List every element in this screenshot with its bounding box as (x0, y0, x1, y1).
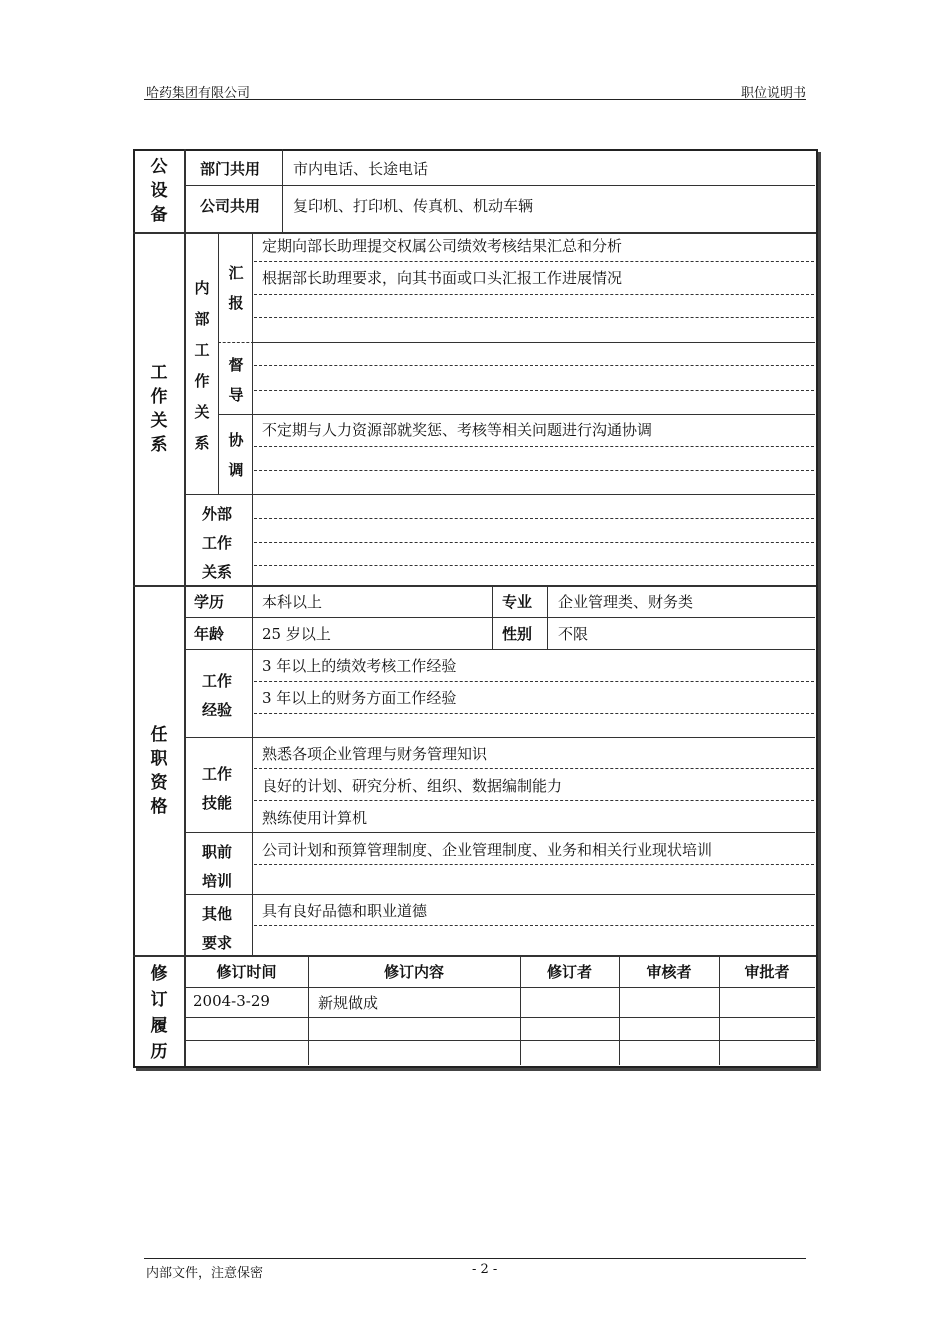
revision-header-content: 修订内容 (383, 963, 444, 981)
equipment-label-border (282, 149, 283, 233)
skills-item: 熟练使用计算机 (262, 809, 368, 827)
major-label-right-border (547, 586, 548, 650)
dashed-line (254, 565, 814, 566)
revisions-header-divider (185, 987, 815, 988)
age-experience-divider (185, 649, 815, 650)
age-value: 25 岁以上 (262, 625, 331, 643)
internal-relations-label: 内 部 工 作 关 系 (194, 279, 210, 452)
revision-header-date: 修订时间 (216, 963, 277, 981)
age-label: 年龄 (194, 625, 225, 643)
experience-skills-divider (185, 737, 815, 738)
dashed-line (254, 390, 814, 391)
company-shared-label: 公司共用 (200, 197, 261, 215)
dashed-line (254, 294, 814, 295)
revision-header-reviewer: 审核者 (646, 963, 692, 981)
section-title-revisions: 修 订 履 历 (150, 964, 168, 1062)
report-label: 汇 报 (228, 264, 244, 312)
section-title-qualifications: 任 职 资 格 (150, 725, 168, 817)
coordinate-label: 协 调 (228, 431, 244, 479)
revision-header-approver: 审批者 (744, 963, 790, 981)
experience-label: 工作 经验 (202, 672, 233, 719)
document-type: 职位说明书 (740, 86, 806, 101)
revision-date-cell: 2004-3-29 (193, 992, 270, 1010)
relations-content-border (252, 233, 253, 585)
divider-relations-bottom (133, 585, 816, 587)
section-title-relations: 工 作 关 系 (150, 363, 168, 455)
confidential-note: 内部文件，注意保密 (146, 1266, 264, 1281)
major-label: 专业 (502, 593, 533, 611)
equipment-row-line (185, 185, 815, 186)
supervise-label: 督 导 (228, 356, 244, 404)
other-requirements-item: 具有良好品德和职业道德 (262, 902, 428, 920)
dashed-line (254, 713, 814, 714)
training-item: 公司计划和预算管理制度、企业管理制度、业务和相关行业现状培训 (262, 841, 713, 859)
report-bottom-line (254, 342, 815, 343)
internal-column-border (218, 233, 219, 495)
dashed-line (254, 365, 814, 366)
dashed-line (254, 864, 814, 865)
dashed-line (254, 470, 814, 471)
skills-label: 工作 技能 (202, 765, 233, 812)
dashed-line (254, 925, 814, 926)
company-shared-value: 复印机、打印机、传真机、机动车辆 (293, 197, 534, 215)
dept-shared-label: 部门共用 (200, 160, 261, 178)
dashed-line (254, 681, 814, 682)
skills-item: 良好的计划、研究分析、组织、数据编制能力 (262, 777, 563, 795)
other-requirements-label: 其他 要求 (202, 905, 233, 952)
dashed-line (254, 446, 814, 447)
footer-rule (144, 1258, 806, 1259)
dashed-line (254, 768, 814, 769)
revisions-row-line (185, 1017, 815, 1018)
page-number: - 2 - (472, 1262, 498, 1277)
report-item: 定期向部长助理提交权属公司绩效考核结果汇总和分析 (262, 237, 623, 255)
section-column-border (184, 149, 186, 1066)
training-other-divider (185, 894, 815, 895)
education-age-divider (185, 617, 815, 618)
dashed-line (254, 542, 814, 543)
major-value: 企业管理类、财务类 (558, 593, 694, 611)
dashed-line (254, 317, 814, 318)
supervise-coordinate-divider (218, 414, 815, 415)
qualifications-content-border (252, 586, 253, 956)
header-rule (144, 99, 806, 100)
internal-external-divider (185, 494, 815, 495)
experience-item: 3 年以上的财务方面工作经验 (262, 689, 457, 707)
divider-equipment-bottom (133, 232, 816, 234)
skills-item: 熟悉各项企业管理与财务管理知识 (262, 745, 488, 763)
company-name: 哈药集团有限公司 (146, 86, 251, 101)
dashed-line (254, 518, 814, 519)
revision-content-cell: 新规做成 (318, 994, 379, 1012)
gender-value: 不限 (558, 625, 589, 643)
experience-item: 3 年以上的绩效考核工作经验 (262, 657, 457, 675)
major-label-left-border (492, 586, 493, 650)
dashed-line (254, 800, 814, 801)
revisions-row-line (185, 1040, 815, 1041)
education-label: 学历 (194, 593, 225, 611)
gender-label: 性别 (502, 625, 533, 643)
section-title-equipment: 公 设 备 (150, 157, 168, 225)
coordinate-item: 不定期与人力资源部就奖惩、考核等相关问题进行沟通协调 (262, 421, 653, 439)
dept-shared-value: 市内电话、长途电话 (293, 160, 429, 178)
external-relations-label: 外部 工作 关系 (202, 505, 233, 581)
divider-qualifications-bottom (133, 955, 816, 957)
revision-header-reviser: 修订者 (546, 963, 592, 981)
report-item: 根据部长助理要求，向其书面或口头汇报工作进展情况 (262, 269, 623, 287)
education-value: 本科以上 (262, 593, 323, 611)
dashed-line (254, 261, 814, 262)
skills-training-divider (185, 832, 815, 833)
training-label: 职前 培训 (202, 843, 233, 890)
report-supervise-divider (218, 342, 254, 343)
